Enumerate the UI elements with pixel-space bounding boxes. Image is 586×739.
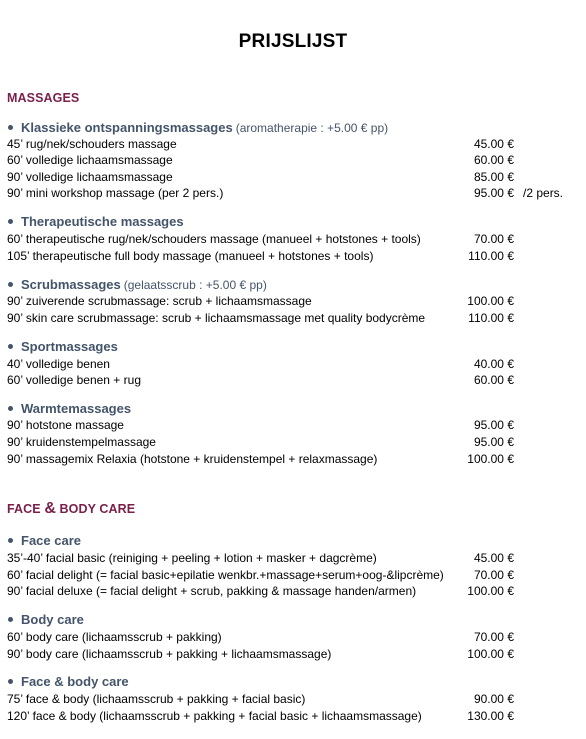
bullet-icon: [8, 617, 13, 622]
group-name: Warmtemassages: [21, 401, 132, 416]
item-description: 60’ facial delight (= facial basic+epilatie wenkbr.+massage+serum+oog-&lipcrème): [7, 568, 444, 582]
item-price: 45.00 €: [473, 551, 514, 565]
group-note: (gelaatsscrub : +5.00 € pp): [123, 278, 267, 292]
group-heading-face-care: [7, 532, 81, 550]
section-heading-massages: [7, 91, 79, 105]
group-name: Face & body care: [21, 674, 129, 689]
item-price: 40.00 €: [473, 357, 514, 371]
price-row: [7, 708, 582, 725]
item-price: 100.00 €: [467, 452, 514, 466]
group-heading-face-body-care: [7, 673, 129, 691]
group-name: Klassieke ontspanningsmassages: [21, 120, 233, 135]
item-price: 100.00 €: [467, 584, 514, 598]
item-price: 70.00 €: [473, 568, 514, 582]
group-name: Scrubmassages: [21, 277, 121, 292]
item-price-unit: /2 pers.: [523, 186, 564, 200]
price-row: [7, 231, 582, 248]
item-description: 120’ face & body (lichaamsscrub + pakking + facial basic + lichaamsmassage): [7, 709, 422, 723]
item-description: 105’ therapeutische full body massage (manueel + hotstones + tools): [7, 249, 374, 263]
item-description: 90’ facial deluxe (= facial delight + scrub, pakking & massage handen/armen): [7, 584, 417, 598]
price-row: [7, 248, 582, 265]
price-row: [7, 417, 582, 434]
group-name: Face care: [21, 533, 81, 548]
item-description: 60’ body care (lichaamsscrub + pakking): [7, 630, 222, 644]
price-row: [7, 372, 582, 389]
item-description: 90’ body care (lichaamsscrub + pakking + lichaamsmassage): [7, 647, 332, 661]
item-description: 90’ skin care scrubmassage: scrub + lichaamsmassage met quality bodycrème: [7, 311, 426, 325]
item-description: 60’ volledige lichaamsmassage: [7, 153, 173, 167]
bullet-icon: [8, 282, 13, 287]
item-description: 90’ massagemix Relaxia (hotstone + kruidenstempel + relaxmassage): [7, 452, 378, 466]
section-heading-face-body-care: [7, 500, 135, 518]
section-heading-ampersand: &: [44, 500, 56, 517]
bullet-icon: [8, 406, 13, 411]
price-row: [7, 293, 582, 310]
group-note: (aromatherapie : +5.00 € pp): [235, 121, 389, 135]
price-row: [7, 152, 582, 169]
item-description: 40’ volledige benen: [7, 357, 110, 371]
group-heading-body-care: [7, 611, 84, 629]
price-row: [7, 629, 582, 646]
group-name: Sportmassages: [21, 339, 118, 354]
item-price: 60.00 €: [473, 373, 514, 387]
group-heading-warmtemassages: [7, 400, 131, 418]
item-price: 85.00 €: [473, 170, 514, 184]
price-row: [7, 550, 582, 567]
item-price: 90.00 €: [473, 692, 514, 706]
price-row: [7, 169, 582, 186]
bullet-icon: [8, 679, 13, 684]
item-price: 95.00 €: [473, 435, 514, 449]
price-row: [7, 451, 582, 468]
item-price: 70.00 €: [473, 630, 514, 644]
item-price: 100.00 €: [467, 294, 514, 308]
price-row: [7, 583, 582, 600]
price-row: [7, 185, 582, 202]
group-name: Body care: [21, 612, 84, 627]
item-price: 110.00 €: [468, 249, 514, 263]
item-price: 110.00 €: [468, 311, 514, 325]
item-description: 60’ volledige benen + rug: [7, 373, 141, 387]
bullet-icon: [8, 219, 13, 224]
item-description: 90’ mini workshop massage (per 2 pers.): [7, 186, 224, 200]
group-heading-therapeutische: [7, 213, 184, 231]
item-description: 90’ kruidenstempelmassage: [7, 435, 156, 449]
item-price: 100.00 €: [467, 647, 514, 661]
bullet-icon: [8, 125, 13, 130]
section-heading-text: BODY CARE: [55, 502, 136, 516]
bullet-icon: [8, 344, 13, 349]
item-description: 35’-40’ facial basic (reiniging + peeling + lotion + masker + dagcrème): [7, 551, 377, 565]
price-row: [7, 136, 582, 153]
price-row: [7, 646, 582, 663]
item-description: 45’ rug/nek/schouders massage: [7, 137, 177, 151]
item-price: 95.00 €: [473, 186, 514, 200]
item-description: 60’ therapeutische rug/nek/schouders massage (manueel + hotstones + tools): [7, 232, 421, 246]
group-heading-klassieke: [7, 119, 388, 137]
section-heading-text: MASSAGES: [7, 91, 80, 105]
item-price: 130.00 €: [467, 709, 514, 723]
item-description: 75’ face & body (lichaamsscrub + pakking + facial basic): [7, 692, 306, 706]
item-price: 45.00 €: [473, 137, 514, 151]
group-name: Therapeutische massages: [21, 214, 184, 229]
bullet-icon: [8, 538, 13, 543]
item-price: 70.00 €: [473, 232, 514, 246]
item-description: 90’ zuiverende scrubmassage: scrub + lichaamsmassage: [7, 294, 312, 308]
section-heading-text: FACE: [7, 502, 45, 516]
item-description: 90’ hotstone massage: [7, 418, 124, 432]
group-heading-scrubmassages: [7, 276, 267, 294]
page-title: PRIJSLIJST: [238, 31, 348, 52]
group-heading-sportmassages: [7, 338, 118, 356]
item-price: 95.00 €: [473, 418, 514, 432]
price-row: [7, 310, 582, 327]
price-row: [7, 434, 582, 451]
price-row: [7, 691, 582, 708]
price-row: [7, 567, 582, 584]
price-row: [7, 356, 582, 373]
item-description: 90’ volledige lichaamsmassage: [7, 170, 173, 184]
item-price: 60.00 €: [473, 153, 514, 167]
